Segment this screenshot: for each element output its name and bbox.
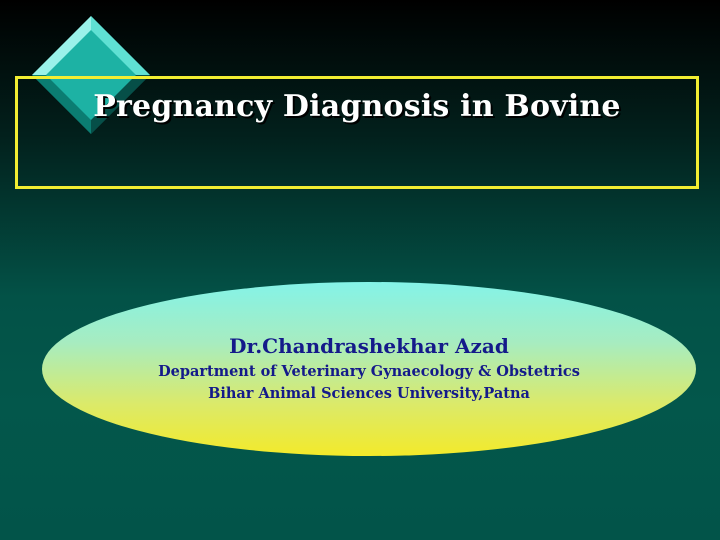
slide-title: Pregnancy Diagnosis in Bovine xyxy=(93,89,621,124)
author-name: Dr.Chandrashekhar Azad xyxy=(229,334,509,358)
title-box xyxy=(15,76,699,189)
department-name: Department of Veterinary Gynaecology & Obstetrics xyxy=(158,363,580,380)
university-name: Bihar Animal Sciences University,Patna xyxy=(208,385,530,402)
author-ellipse xyxy=(42,282,696,456)
